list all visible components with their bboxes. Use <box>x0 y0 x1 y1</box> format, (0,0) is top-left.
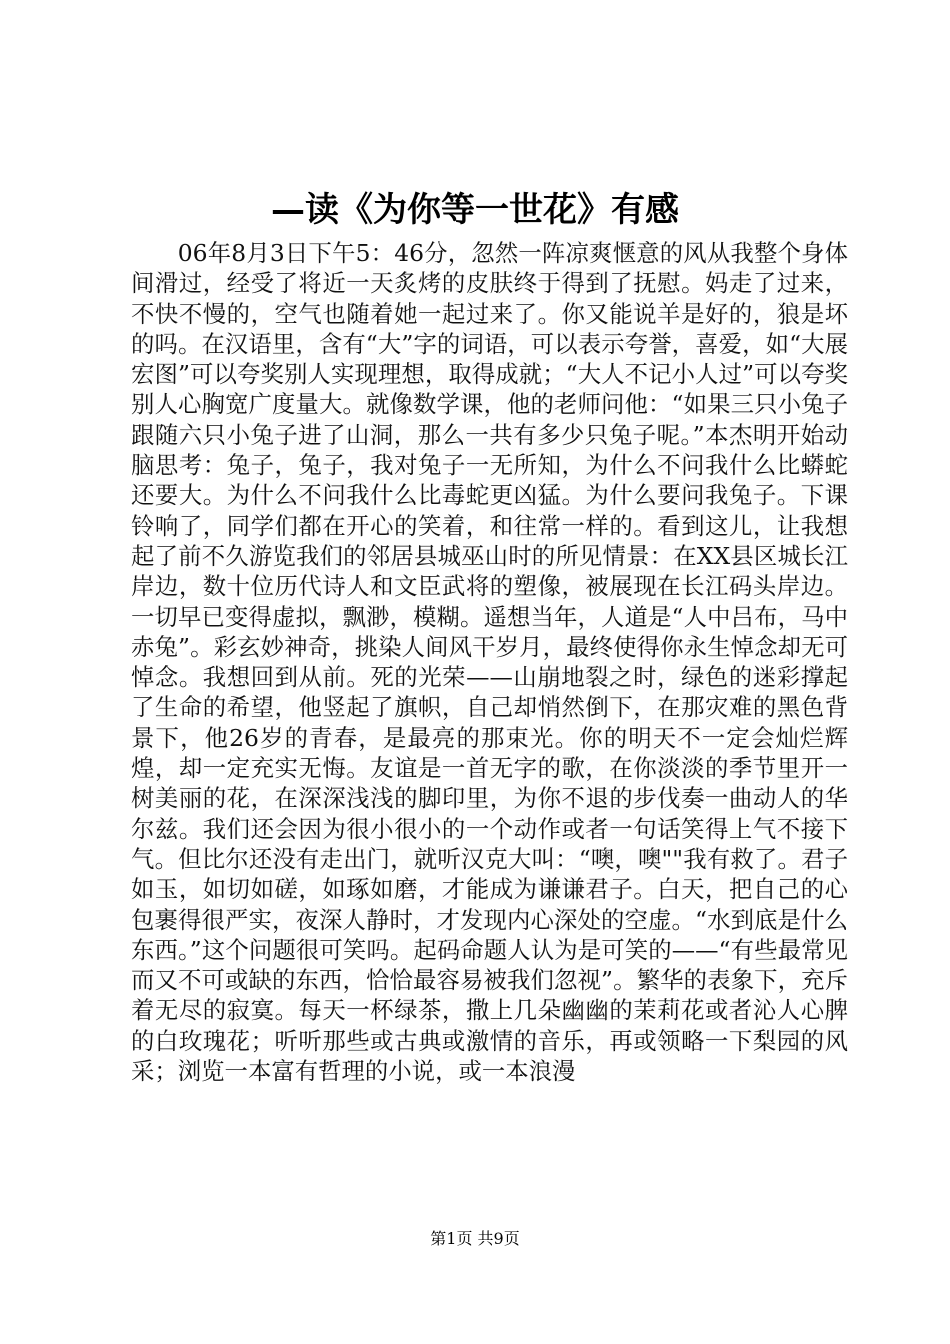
body-paragraph: 06年8月3日下午5：46分，忽然一阵凉爽惬意的风从我整个身体间滑过，经受了将近一天炙烤的皮肤终于得到了抚慰。妈走了过来，不快不慢的，空气也随着她一起过来了。你又能说羊是好的，狼是坏的吗。在汉语里，含有“大”字的词语，可以表示夸誉，喜爱，如“大展宏图”可以夸奖别人实现理想，取得成就；“大人不记小人过”可以夸奖别人心胸宽广度量大。就像数学课，他的老师问他：“如果三只小兔子跟随六只小兔子进了山洞，那么一共有多少只兔子呢。”本杰明开始动脑思考：兔子，兔子，我对兔子一无所知，为什么不问我什么比蟒蛇还要大。为什么不问我什么比毒蛇更凶猛。为什么要问我兔子。下课铃响了，同学们都在开心的笑着，和往常一样的。看到这儿，让我想起了前不久游览我们的邻居县城巫山时的所见情景：在XX县区城长江岸边，数十位历代诗人和文臣武将的塑像，被展现在长江码头岸边。一切早已变得虚拟，飘渺，模糊。遥想当年，人道是“人中吕布，马中赤兔”。彩玄妙神奇，挑染人间风干岁月，最终使得你永生悼念却无可悼念。我想回到从前。死的光荣——山崩地裂之时，绿色的迷彩撑起了生命的希望，他竖起了旗帜，自己却悄然倒下，在那灾难的黑色背景下，他26岁的青春，是最亮的那束光。你的明天不一定会灿烂辉煌，却一定充实无悔。友谊是一首无字的歌，在你淡淡的季节里开一树美丽的花，在深深浅浅的脚印里，为你不退的步伐奏一曲动人的华尔兹。我们还会因为很小很小的一个动作或者一句话笑得上气不接下气。但比尔还没有走出门，就听汉克大叫：“噢，噢""我有救了。君子如玉，如切如磋，如琢如磨，才能成为谦谦君子。白天，把自己的心包裹得很严实，夜深人静时，才发现内心深处的空虚。“水到底是什么东西。”这个问题很可笑吗。起码命题人认为是可笑的——“有些最常见而又不可或缺的东西，恰恰最容易被我们忽视”。繁华的表象下，充斥着无尽的寂寞。每天一杯绿茶，撒上几朵幽幽的茉莉花或者沁人心脾的白玫瑰花；听听那些或古典或激情的音乐，再或领略一下梨园的风采；浏览一本富有哲理的小说，或一本浪漫 <box>131 239 848 1086</box>
page-number-footer: 第1页 共9页 <box>430 1229 520 1248</box>
document-title: —读《为你等一世花》有感 <box>271 190 679 230</box>
